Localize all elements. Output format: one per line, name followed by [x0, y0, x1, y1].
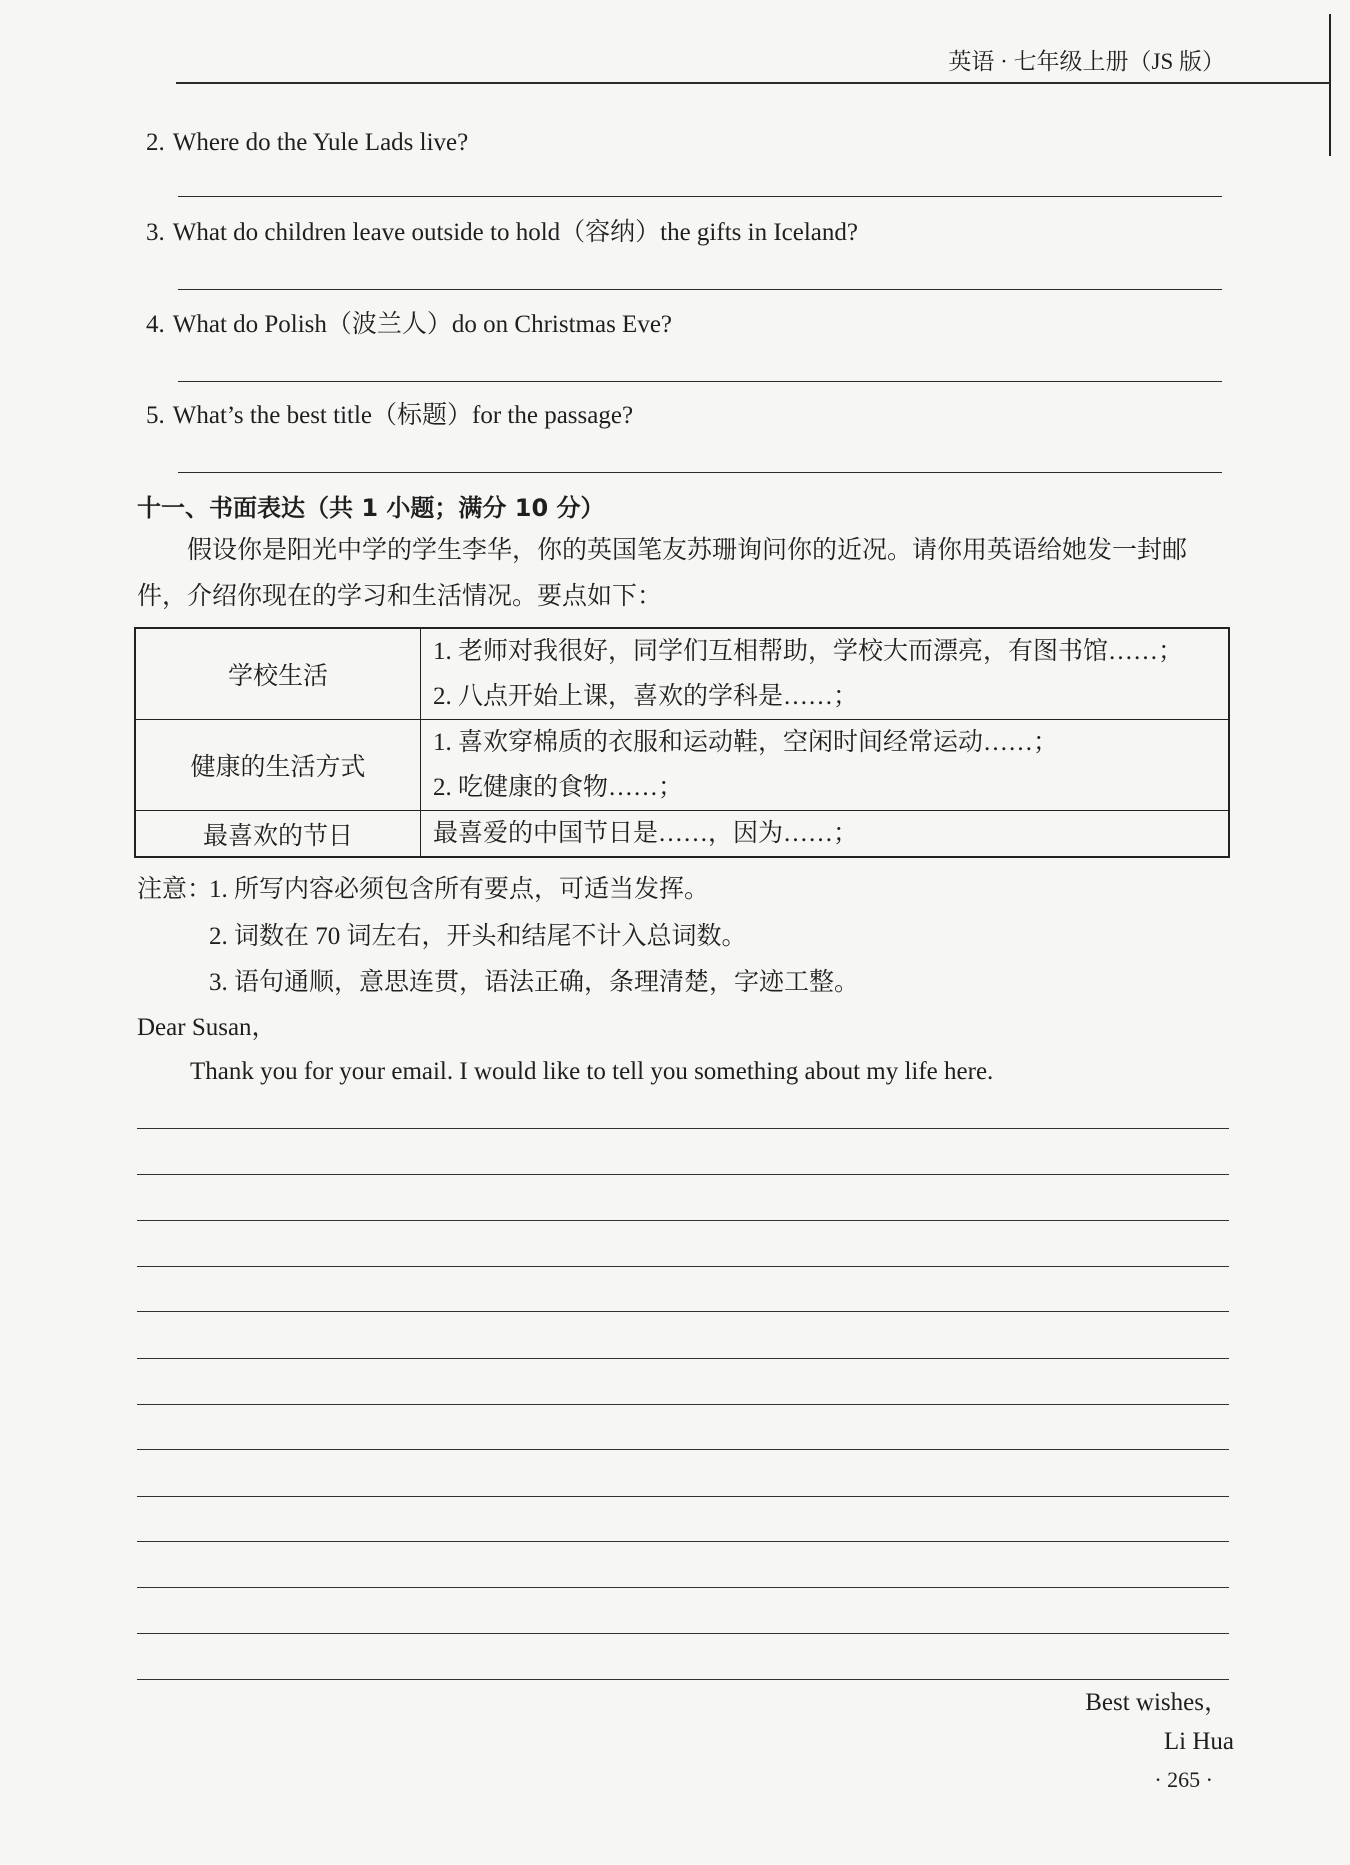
writing-line [137, 1679, 1229, 1680]
letter-closing: Best wishes， [1085, 1689, 1229, 1716]
question-number: 3. [146, 219, 165, 246]
question-text: Where do the Yule Lads live? [172, 129, 469, 156]
section-heading: 十一、书面表达（共 1 小题；满分 10 分） [137, 494, 605, 522]
notes-label: 注意： [137, 876, 213, 903]
page-number: · 265 · [1154, 1767, 1213, 1792]
note-item: 3. 语句通顺，意思连贯，语法正确，条理清楚，字迹工整。 [209, 969, 860, 996]
answer-line [178, 196, 1222, 197]
header-rule [176, 82, 1331, 84]
letter-greeting: Dear Susan， [137, 1014, 277, 1041]
writing-line [137, 1128, 1229, 1129]
letter-signature: Li Hua [1163, 1728, 1234, 1755]
question [146, 309, 672, 341]
topic-cell: 最喜欢的节日 [135, 811, 421, 858]
answer-line [178, 381, 1222, 382]
question-text: What’s the best title（标题）for the passage? [172, 402, 634, 429]
point-item: 2. 八点开始上课，喜欢的学科是……； [433, 683, 859, 710]
question [146, 400, 633, 432]
writing-line [137, 1541, 1229, 1542]
point-item: 1. 老师对我很好，同学们互相帮助，学校大而漂亮，有图书馆……； [433, 638, 1184, 665]
answer-line [178, 472, 1222, 473]
writing-line [137, 1633, 1229, 1634]
question-text: What do Polish（波兰人）do on Christmas Eve? [172, 311, 673, 338]
letter-opening: Thank you for your email. I would like to tell you something about my life here. [190, 1058, 994, 1085]
point-item: 1. 喜欢穿棉质的衣服和运动鞋，空闲时间经常运动……； [433, 729, 1059, 756]
answer-line [178, 289, 1222, 290]
writing-line [137, 1358, 1229, 1359]
point-item: 2. 吃健康的食物……； [433, 774, 684, 801]
question [146, 127, 468, 159]
note-item: 1. 所写内容必须包含所有要点，可适当发挥。 [209, 876, 710, 903]
writing-line [137, 1496, 1229, 1497]
points-cell [421, 811, 1230, 858]
point-item: 最喜爱的中国节日是……，因为……； [433, 820, 859, 847]
book-title: 英语 · 七年级上册（JS 版） [948, 49, 1225, 74]
question-text: What do children leave outside to hold（容纳）the gifts in Iceland? [172, 219, 858, 246]
writing-prompt: 假设你是阳光中学的学生李华，你的英国笔友苏珊询问你的近况。请你用英语给她发一封邮件，介绍你现在的学习和生活情况。要点如下： [137, 537, 1188, 610]
table-row [135, 811, 1229, 858]
key-points-table [134, 627, 1230, 858]
writing-line [137, 1220, 1229, 1221]
question-number: 5. [146, 402, 165, 429]
question-number: 4. [146, 311, 165, 338]
points-cell [421, 720, 1230, 811]
writing-line [137, 1311, 1229, 1312]
question-number: 2. [146, 129, 165, 156]
notes-list [209, 867, 859, 1007]
question [146, 217, 858, 249]
table-row [135, 720, 1229, 811]
table-row [135, 628, 1229, 720]
points-cell [421, 628, 1230, 720]
writing-line [137, 1404, 1229, 1405]
writing-line [137, 1587, 1229, 1588]
writing-line [137, 1174, 1229, 1175]
header-edge-rule [1329, 14, 1331, 156]
topic-cell: 学校生活 [135, 628, 421, 720]
note-item: 2. 词数在 70 词左右，开头和结尾不计入总词数。 [209, 922, 747, 950]
writing-line [137, 1449, 1229, 1450]
writing-line [137, 1266, 1229, 1267]
topic-cell: 健康的生活方式 [135, 720, 421, 811]
